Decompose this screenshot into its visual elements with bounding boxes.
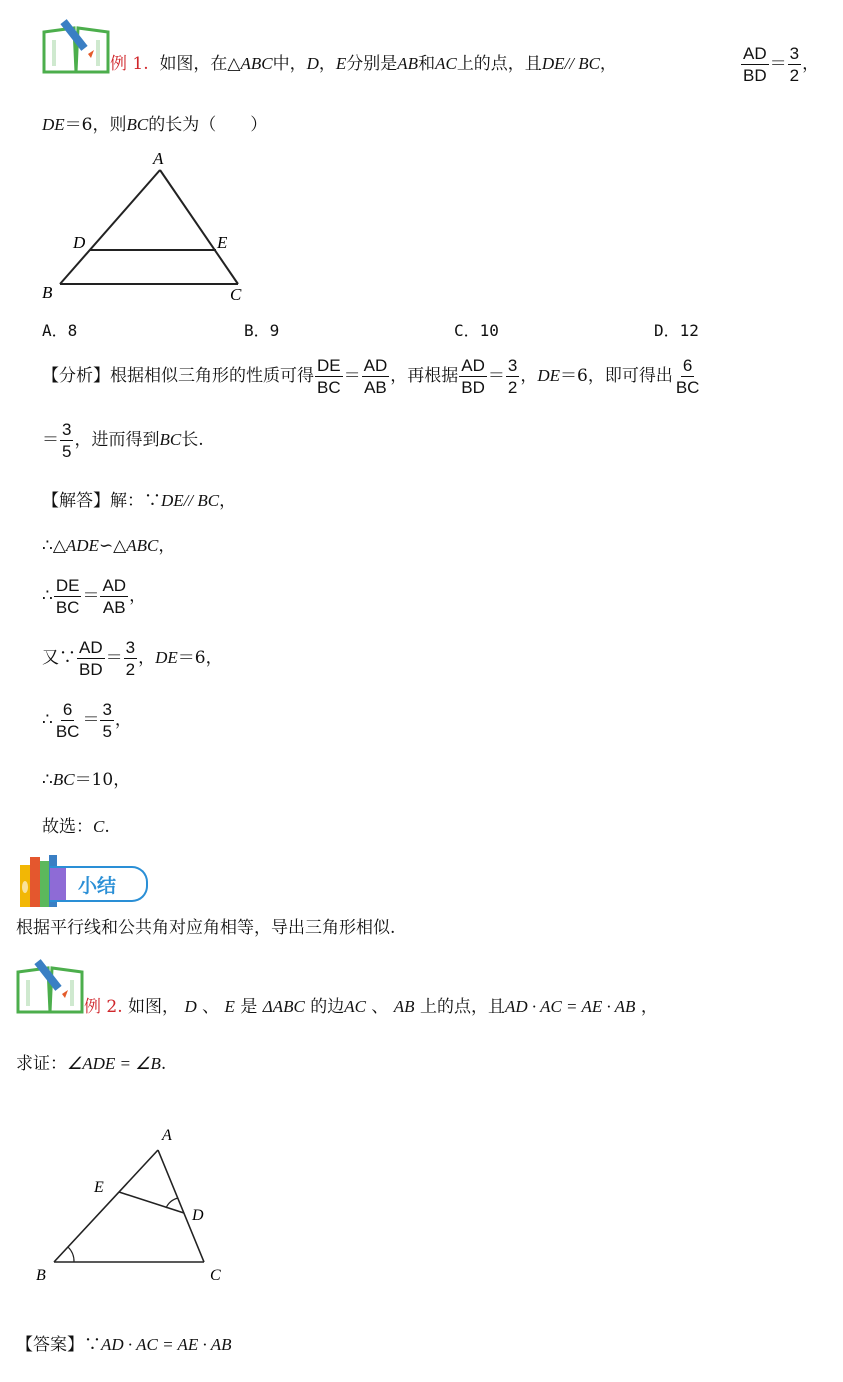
example2-book-icon <box>16 958 84 1014</box>
example2-answer: 【答案】∵AD · AC = AE · AB <box>16 1335 232 1355</box>
fraction-6-bc: $\frac{6}{BC}$ <box>675 356 700 397</box>
fig1-label-c: C <box>230 285 242 304</box>
solution-step5: ∴BC＝10， <box>42 770 131 790</box>
fraction-de-bc: $\frac{DE}{BC}$ <box>317 356 341 397</box>
summary-badge <box>50 866 148 902</box>
summary-text: 根据平行线和公共角对应角相等，导出三角形相似. <box>16 918 396 938</box>
example2-triangle-figure <box>28 1120 238 1290</box>
fig1-label-d: D <box>73 233 86 252</box>
fig1-label-e: E <box>217 233 228 252</box>
fraction-ad-ab: $\frac{AD}{AB}$ <box>363 356 388 397</box>
fig2-label-d: D <box>192 1207 204 1224</box>
fig1-label-b: B <box>42 283 53 302</box>
solution-head: 【解答】解：∵DE// BC， <box>42 491 237 511</box>
option-c: C．10 <box>454 321 499 340</box>
analysis-line2: ＝ $\frac{3}{5}$ ，进而得到BC长. <box>42 420 204 461</box>
option-a: A．8 <box>42 321 78 340</box>
solution-step3: 又∵ $\frac{AD}{BD}$ ＝ $\frac{3}{2}$ ，DE＝6， <box>42 638 223 679</box>
fraction-3-5: $\frac{3}{5}$ <box>62 420 72 461</box>
example2-label: 例 2. <box>84 997 123 1017</box>
fig2-label-e: E <box>94 1179 104 1196</box>
fig2-label-a: A <box>162 1127 172 1144</box>
solution-choice: 故选：C. <box>42 817 110 837</box>
fig2-label-b: B <box>36 1267 46 1284</box>
example2-question: 例 2. 如图， D 、 E 是 ΔABC 的边AC 、 AB 上的点，且AD · AC = AE · AB ， <box>84 997 658 1017</box>
solution-step4: ∴ $\frac{6}{BC}$ ＝ $\frac{3}{5}$ ， <box>42 700 132 741</box>
summary-badge-bar <box>50 868 66 900</box>
fig1-label-a: A <box>153 149 164 168</box>
example1-question-line2: DE＝6，则BC的长为（ ） <box>42 115 268 135</box>
fraction-ad-bd: $\frac{AD}{BD}$ <box>743 44 767 85</box>
example1-ratio-condition: $\frac{AD}{BD}$ ＝ $\frac{3}{2}$ ， <box>743 44 820 85</box>
example1-triangle-figure <box>36 148 256 306</box>
option-b: B．9 <box>244 321 280 340</box>
option-d: D．12 <box>654 321 699 340</box>
solution-step2: ∴ $\frac{DE}{BC}$ ＝ $\frac{AD}{AB}$ ， <box>42 576 147 617</box>
fraction-3-2: $\frac{3}{2}$ <box>789 44 800 85</box>
example2-prove: 求证：∠ADE = ∠B. <box>16 1054 167 1074</box>
solution-step1: ∴△ADE∽△ABC， <box>42 536 176 556</box>
example1-book-icon <box>42 18 110 74</box>
example1-question-line1: 例 1. 如图，在△ABC中，D，E分别是AB和AC上的点，且DE// BC， <box>110 54 617 74</box>
example1-label: 例 1. <box>110 54 149 74</box>
fig2-label-c: C <box>210 1267 221 1284</box>
summary-badge-label: 小结 <box>78 875 117 897</box>
analysis-line1: 【分析】根据相似三角形的性质可得 $\frac{DE}{BC}$ ＝ $\frac{AD}{AB}$ ，再根据 $\frac{AD}{BD}$ ＝ $\frac{3}{2}$ ，DE＝6，即可得出 $\frac{6}{BC}$ <box>42 356 700 397</box>
